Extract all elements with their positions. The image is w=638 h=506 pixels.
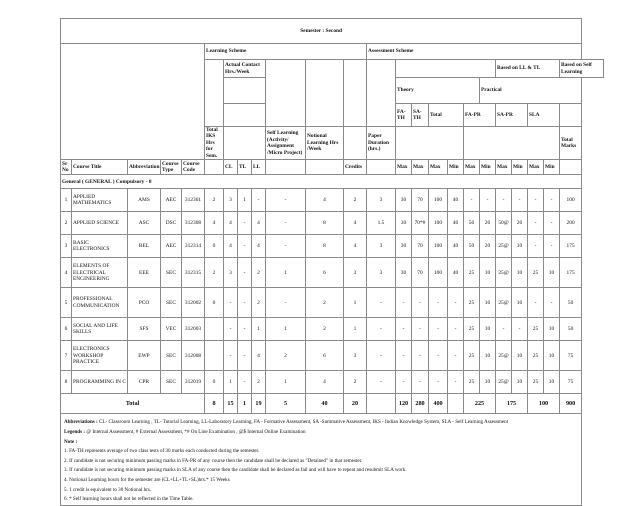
abbreviation-cell: BEL [128,235,161,258]
fa-pr-max-cell: - [464,189,480,212]
theory-total-max-cell: 100 [429,212,448,235]
sa-pr-max-cell: 25@ [496,235,512,258]
self-learning-cell: 2 [266,341,306,371]
course-title-cell: PROGRAMMING IN C [72,371,128,394]
note-5: 5. 1 credit is equivalent to 30 Notional hrs. [64,486,152,493]
credits-cell: 2 [344,371,367,394]
tl-cell: - [238,235,252,258]
abbreviation-cell: EEE [128,258,161,288]
sla-min-cell: - [544,288,560,318]
cl-cell: 4 [224,235,238,258]
self-learning-cell: - [266,288,306,318]
fa-th-max-cell: 30 [396,258,412,288]
course-type-cell: AEC [161,189,182,212]
self-learning-cell: - [266,212,306,235]
note-2: 2. If candidate is not securing minimum passing marks in FA-PR of any course then the candidate shall be declared as "Detained" in that semester. [64,457,363,464]
total-marks-cell: 75 [560,371,582,394]
legends-line [64,428,578,438]
sla-min-cell: - [544,212,560,235]
theory-total-min-cell: 40 [448,212,464,235]
note-3: 3. If candidate is not securing minimum passing marks in SLA of any course then the candidate shall be declared as fail and will have to repeat and resubmit SLA work. [64,467,407,474]
theory-total-max-cell: 100 [429,235,448,258]
course-row [61,371,604,394]
course-row [61,318,604,341]
self-learning-cell: - [266,189,306,212]
course-code-cell: 312315 [182,258,205,288]
sr-no-cell: 8 [61,371,72,394]
sla-min-cell: 10 [544,318,560,341]
sa-pr-min-cell: 20 [512,212,528,235]
sa-pr-max-cell: - [496,318,512,341]
sa-pr-header: SA-PR [496,104,528,127]
theory-total-min-cell: 40 [448,189,464,212]
total-theory-max: 400 [429,394,448,414]
fa-th-max-cell: 30 [396,212,412,235]
fa-pr-max-cell: 25 [464,288,480,318]
fa-pr-min-cell: 20 [480,235,496,258]
sr-no-cell: 1 [61,189,72,212]
total-sla: 100 [528,394,560,414]
total-fa-th: 120 [396,394,412,414]
semester-title: Semester : Second [61,19,582,44]
course-code-cell: 312308 [182,212,205,235]
course-row [61,258,604,288]
paper-duration-cell: 1.5 [367,212,396,235]
credits-cell: 3 [344,258,367,288]
course-type-cell: SEC [161,341,182,371]
sa-th-max-cell: 70 [412,235,429,258]
course-code-cell: 312019 [182,371,205,394]
fa-pr-min-cell: 10 [480,341,496,371]
course-title-cell: ELEMENTS OF ELECTRICAL ENGINEERING [72,258,128,288]
theory-header: Theory [396,78,480,104]
iks-hours-cell [205,318,224,341]
sla-max-cell: 25 [528,318,544,341]
theory-total-min-cell: - [448,341,464,371]
notes-section [61,414,582,505]
sla-min-header: Min [544,160,560,175]
ll-cell: - [252,189,266,212]
sla-max-cell: 25 [528,258,544,288]
tl-cell: - [238,371,252,394]
iks-hours-cell [205,341,224,371]
actual-contact-header: Actual Contact Hrs./Week [224,60,266,78]
total-marks-header: Total Marks [560,127,582,160]
paper-duration-cell: 3 [367,235,396,258]
fa-pr-max-cell: 50 [464,212,480,235]
total-self-learning: 5 [266,394,306,414]
tl-cell: 1 [238,189,252,212]
tl-cell: - [238,318,252,341]
fa-pr-max-cell: 25 [464,258,480,288]
sa-pr-min-cell: 10 [512,235,528,258]
cl-cell: 3 [224,258,238,288]
notional-cell: 2 [306,288,344,318]
fa-th-max-cell: 30 [396,189,412,212]
theory-total-min-cell: 40 [448,258,464,288]
fa-th-header: FA-TH [396,104,412,127]
course-type-cell: SEC [161,258,182,288]
scheme-sheet [60,18,604,503]
sa-pr-max-cell: 25@ [496,288,512,318]
sla-min-cell: - [544,235,560,258]
iks-hours-cell: 0 [205,235,224,258]
course-type-header: Course Type [161,160,182,175]
sa-th-max-cell: - [412,288,429,318]
notional-cell: 6 [306,341,344,371]
practical-header: Practical [480,78,582,104]
self-learning-cell: 1 [266,371,306,394]
tl-cell: - [238,288,252,318]
credits-cell: 4 [344,235,367,258]
notional-cell: 6 [306,258,344,288]
total-credits: 20 [344,394,367,414]
cl-cell: - [224,341,238,371]
ll-header: LL [252,160,266,175]
theory-total-header: Total [429,104,464,127]
fa-pr-min-cell: 20 [480,212,496,235]
paper-duration-header: Paper Duration (hrs.) [367,127,396,160]
credits-cell: 3 [344,341,367,371]
total-sa-pr: 175 [496,394,528,414]
credits-cell: 2 [344,189,367,212]
total-tl: 1 [238,394,252,414]
total-cl: 15 [224,394,238,414]
total-sa-th: 280 [412,394,429,414]
cl-cell: 3 [224,189,238,212]
credits-cell: 4 [344,212,367,235]
teaching-examination-scheme-table [60,18,604,506]
sa-pr-max-cell: - [496,189,512,212]
fa-pr-max-cell: 25 [464,341,480,371]
course-type-cell: DSC [161,212,182,235]
cl-cell: - [224,288,238,318]
sla-max-cell: - [528,212,544,235]
sa-th-max-cell: 70 [412,189,429,212]
notional-cell: 8 [306,235,344,258]
fa-th-max-cell: - [396,371,412,394]
course-code-cell: 312003 [182,318,205,341]
assessment-scheme-header: Assessment Scheme [367,44,582,60]
cl-cell: - [224,318,238,341]
sr-no-cell: 7 [61,341,72,371]
sla-min-cell: 10 [544,341,560,371]
abbreviations-line [64,418,578,428]
course-row [61,341,604,371]
cl-cell: 1 [224,371,238,394]
learning-scheme-header: Learning Scheme [205,44,367,60]
sa-pr-min-cell: 10 [512,371,528,394]
sa-pr-max-cell: 25@ [496,371,512,394]
course-title-header: Course Title [72,160,128,175]
fa-pr-min-cell: 10 [480,288,496,318]
totals-label: Total [61,394,205,414]
sa-th-max-cell: 70 [412,258,429,288]
sa-pr-max-cell: 50@ [496,212,512,235]
sa-pr-min-cell: - [512,189,528,212]
course-title-cell: PROFESSIONAL COMMUNICATION [72,288,128,318]
tl-cell: - [238,212,252,235]
ll-cell: 2 [252,371,266,394]
fa-th-max-cell: 30 [396,235,412,258]
ll-cell: 4 [252,341,266,371]
theory-total-max-header: Max [429,160,448,175]
sla-header: SLA [528,104,560,127]
fa-pr-max-cell: 50 [464,235,480,258]
sa-th-header: SA-TH [412,104,429,127]
ll-cell: 2 [252,258,266,288]
note-1: 1. FA-TH represents average of two class tests of 30 marks each conducted during the semester. [64,448,260,455]
tl-header: TL [238,160,252,175]
sa-pr-min-cell: 10 [512,258,528,288]
theory-total-min-cell: - [448,288,464,318]
abbreviation-cell: EWP [128,341,161,371]
course-code-cell: 312008 [182,341,205,371]
iks-hours-cell: 2 [205,258,224,288]
course-row [61,235,604,258]
credits-cell: 1 [344,318,367,341]
sla-max-cell: - [528,235,544,258]
sa-th-max-cell: - [412,341,429,371]
abbreviation-cell: CPR [128,371,161,394]
credits-cell: 1 [344,288,367,318]
iks-hours-cell: 2 [205,189,224,212]
paper-duration-cell: - [367,341,396,371]
course-code-cell: 312314 [182,235,205,258]
based-on-self-learning-header: Based on Self Learning [560,60,604,78]
sr-no-cell: 5 [61,288,72,318]
sa-th-max-cell: - [412,371,429,394]
legends-text: @ Internal Assessment, # External Assessment, *# On Line Examination , @$ Internal Online Examination [86,429,306,436]
total-iks: 8 [205,394,224,414]
note-label: Note : [64,438,78,445]
course-row [61,212,604,235]
fa-pr-min-cell: 10 [480,258,496,288]
theory-total-max-cell: 100 [429,189,448,212]
course-type-cell: SEC [161,288,182,318]
ll-cell: 1 [252,318,266,341]
sr-no-cell: 6 [61,318,72,341]
sr-no-cell: 2 [61,212,72,235]
notional-header: Notional Learning Hrs /Week [306,127,344,160]
cl-header: CL [224,160,238,175]
theory-total-max-cell: - [429,341,448,371]
total-marks-cell: 200 [560,212,582,235]
sa-pr-min-cell: 10 [512,288,528,318]
sr-no-header: Sr No [61,160,72,175]
total-iks-header: Total IKS Hrs for Sem. [205,127,224,160]
sa-pr-min-header: Min [512,160,528,175]
iks-hours-cell: 0 [205,371,224,394]
course-group-label: General ( GENERAL ) Compulsory - 8 [61,175,582,189]
fa-pr-max-header: Max [464,160,480,175]
fa-th-max-cell: - [396,341,412,371]
theory-total-max-cell: - [429,318,448,341]
sla-min-cell: 10 [544,258,560,288]
abbreviation-cell: AMS [128,189,161,212]
total-marks-cell: 50 [560,288,582,318]
total-marks-cell: 175 [560,258,582,288]
note-label-line [64,438,578,448]
sa-pr-max-header: Max [496,160,512,175]
total-notional: 40 [306,394,344,414]
sr-no-cell: 3 [61,235,72,258]
total-marks-cell: 100 [560,189,582,212]
sa-pr-min-cell: - [512,318,528,341]
total-marks-cell: 50 [560,318,582,341]
sa-th-max-cell: - [412,318,429,341]
fa-th-max-cell: - [396,318,412,341]
sla-min-cell: - [544,189,560,212]
course-code-cell: 312002 [182,288,205,318]
paper-duration-cell: - [367,318,396,341]
course-row [61,189,604,212]
fa-pr-min-cell: 10 [480,371,496,394]
abbreviation-cell: SFS [128,318,161,341]
course-type-cell: AEC [161,235,182,258]
ll-cell: 2 [252,288,266,318]
total-marks: 900 [560,394,582,414]
theory-total-min-header: Min [448,160,464,175]
abbreviation-cell: PCO [128,288,161,318]
sa-th-max-header: Max [412,160,429,175]
notional-cell: 2 [306,318,344,341]
paper-duration-cell: 3 [367,258,396,288]
fa-pr-max-cell: 25 [464,371,480,394]
sa-pr-max-cell: 25@ [496,258,512,288]
total-fa-pr: 225 [464,394,496,414]
course-title-cell: APPLIED SCIENCE [72,212,128,235]
theory-total-max-cell: - [429,371,448,394]
tl-cell: - [238,258,252,288]
ll-cell: 4 [252,212,266,235]
notional-cell: 4 [306,189,344,212]
note-4: 4. Notional Learning hours for the semester are (CL+LL+TL+SL)hrs.* 15 Weeks [64,476,230,483]
theory-total-min-cell: - [448,318,464,341]
course-type-cell: SEC [161,371,182,394]
self-learning-cell: 1 [266,318,306,341]
self-learning-header: Self Learning (Activity/ Assignment /Micro Project) [266,127,306,160]
theory-total-max-cell: - [429,288,448,318]
abbreviation-header: Abbreviation [128,160,161,175]
sla-max-cell: 25 [528,371,544,394]
fa-th-max-cell: - [396,288,412,318]
paper-duration-cell: - [367,371,396,394]
sla-min-cell: 10 [544,371,560,394]
fa-pr-min-cell: 10 [480,318,496,341]
self-learning-cell: - [266,235,306,258]
note-6: 6. * Self learning hours shall not be reflected in the Time Table. [64,496,194,503]
paper-duration-cell: 3 [367,189,396,212]
self-learning-cell: 1 [266,258,306,288]
sla-max-cell: - [528,288,544,318]
abbreviations-label: Abbreviations : [64,419,98,426]
sla-max-cell: 25 [528,341,544,371]
course-title-cell: APPLIED MATHEMATICS [72,189,128,212]
course-code-header: Course Code [182,160,205,175]
fa-pr-header: FA-PR [464,104,496,127]
notional-cell: 4 [306,371,344,394]
fa-th-max-header: Max [396,160,412,175]
course-type-cell: VEC [161,318,182,341]
sa-th-max-cell: 70*# [412,212,429,235]
course-row [61,288,604,318]
course-title-cell: ELECTRONICS WORKSHOP PRACTICE [72,341,128,371]
sla-max-header: Max [528,160,544,175]
sla-max-cell: - [528,189,544,212]
paper-duration-cell: - [367,288,396,318]
total-ll: 19 [252,394,266,414]
course-title-cell: SOCIAL AND LIFE SKILLS [72,318,128,341]
sr-no-cell: 4 [61,258,72,288]
cl-cell: 4 [224,212,238,235]
tl-cell: - [238,341,252,371]
theory-total-max-cell: 100 [429,258,448,288]
course-title-cell: BASIC ELECTRONICS [72,235,128,258]
course-code-cell: 312301 [182,189,205,212]
theory-total-min-cell: 40 [448,235,464,258]
theory-total-min-cell: - [448,371,464,394]
abbreviations-text: CL- Classroom Learning , TL- Tutorial Learning, LL-Laboratory Learning, FA - Formative Assessment, SA -Summative Assessment, IKS - Indian Knowledge System, SLA - Self Learning Assessment [99,419,509,426]
total-marks-cell: 75 [560,341,582,371]
sa-pr-max-cell: 25@ [496,341,512,371]
based-on-ll-tl-header: Based on LL & TL [496,60,560,78]
total-marks-cell: 175 [560,235,582,258]
fa-pr-min-cell: - [480,189,496,212]
legends-label: Legends : [64,429,86,436]
fa-pr-max-cell: 25 [464,318,480,341]
iks-hours-cell: 4 [205,212,224,235]
fa-pr-min-header: Min [480,160,496,175]
abbreviation-cell: ASC [128,212,161,235]
iks-hours-cell: 0 [205,288,224,318]
credits-header: Credits [344,160,367,175]
sa-pr-min-cell: 10 [512,341,528,371]
ll-cell: 4 [252,235,266,258]
notional-cell: 8 [306,212,344,235]
